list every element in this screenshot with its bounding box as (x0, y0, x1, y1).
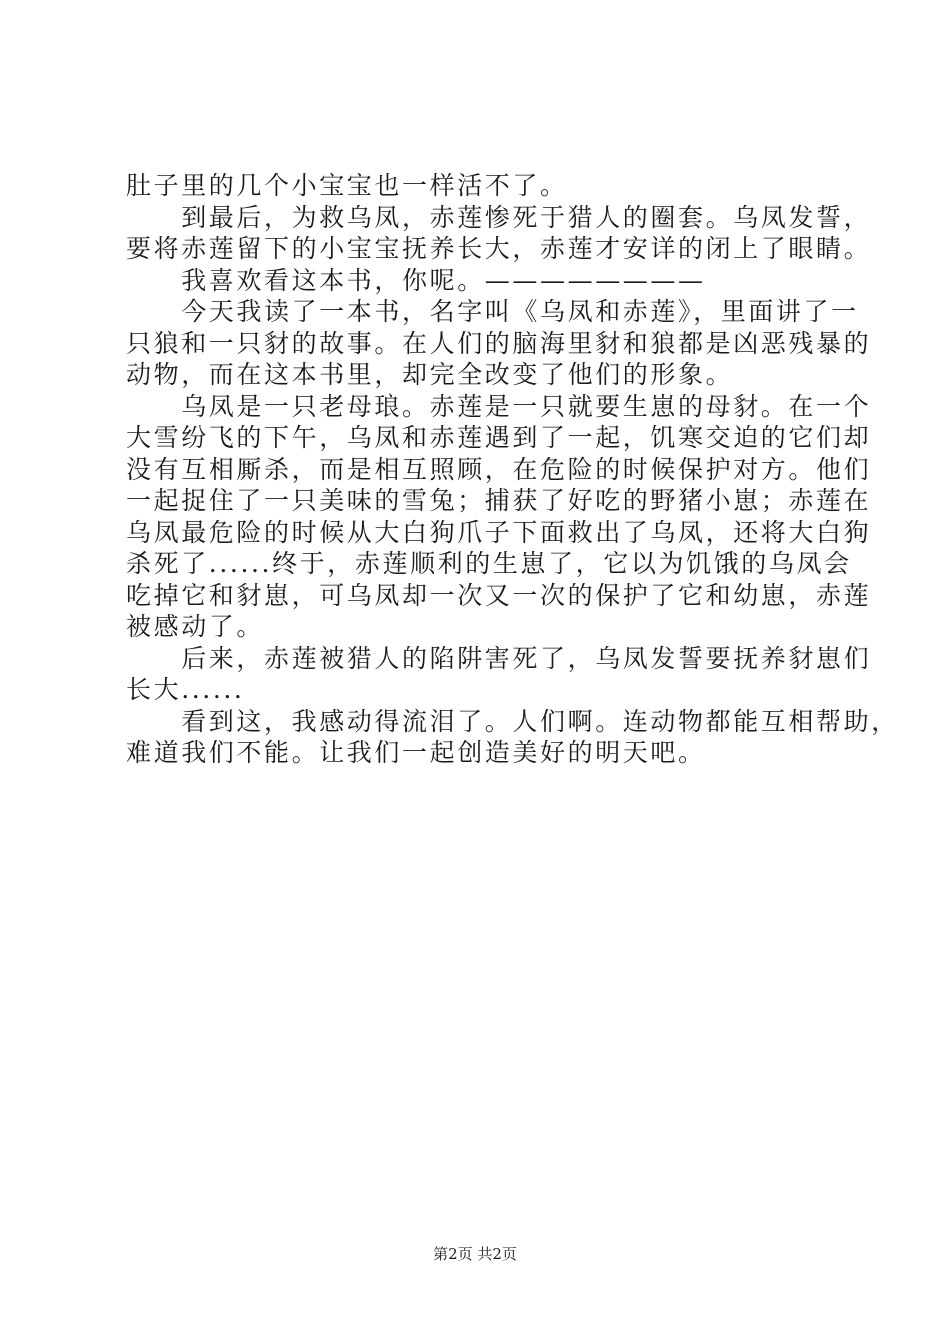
text-line: 吃掉它和豺崽，可乌凤却一次又一次的保护了它和幼崽，赤莲 (126, 580, 872, 610)
text-line: 看到这，我感动得流泪了。人们啊。连动物都能互相帮助， (126, 706, 899, 736)
text-line: 没有互相厮杀，而是相互照顾，在危险的时候保护对方。他们 (126, 454, 872, 484)
text-line: 今天我读了一本书，名字叫《乌凤和赤莲》，里面讲了一 (126, 297, 859, 326)
text-line: 长大...... (126, 675, 245, 704)
text-line: 乌凤是一只老母琅。赤莲是一只就要生崽的母豺。在一个 (126, 391, 872, 421)
text-line: 一起捉住了一只美味的雪兔；捕获了好吃的野猪小崽；赤莲在 (126, 486, 872, 515)
text-line: 被感动了。 (126, 612, 265, 641)
body-text (126, 170, 899, 769)
text-line: 要将赤莲留下的小宝宝抚养长大，赤莲才安详的闭上了眼睛。 (126, 234, 872, 263)
text-line: 难道我们不能。让我们一起创造美好的明天吧。 (126, 738, 706, 767)
text-line: 杀死了......终于，赤莲顺利的生崽了，它以为饥饿的乌凤会 (126, 549, 852, 578)
text-line: 后来，赤莲被猎人的陷阱害死了，乌凤发誓要抚养豺崽们 (126, 643, 872, 673)
text-line: 到最后，为救乌凤，赤莲惨死于猎人的圈套。乌凤发誓， (126, 202, 872, 232)
page-footer: 第2页 共2页 (433, 1245, 517, 1263)
text-line: 肚子里的几个小宝宝也一样活不了。 (126, 171, 568, 200)
text-line: 我喜欢看这本书，你呢。———————— (126, 265, 706, 295)
text-line: 大雪纷飞的下午，乌凤和赤莲遇到了一起，饥寒交迫的它们却 (126, 423, 872, 452)
text-line: 乌凤最危险的时候从大白狗爪子下面救出了乌凤，还将大白狗 (126, 517, 872, 547)
text-line: 只狼和一只豺的故事。在人们的脑海里豺和狼都是凶恶残暴的 (126, 328, 872, 358)
text-line: 动物，而在这本书里，却完全改变了他们的形象。 (126, 360, 734, 389)
